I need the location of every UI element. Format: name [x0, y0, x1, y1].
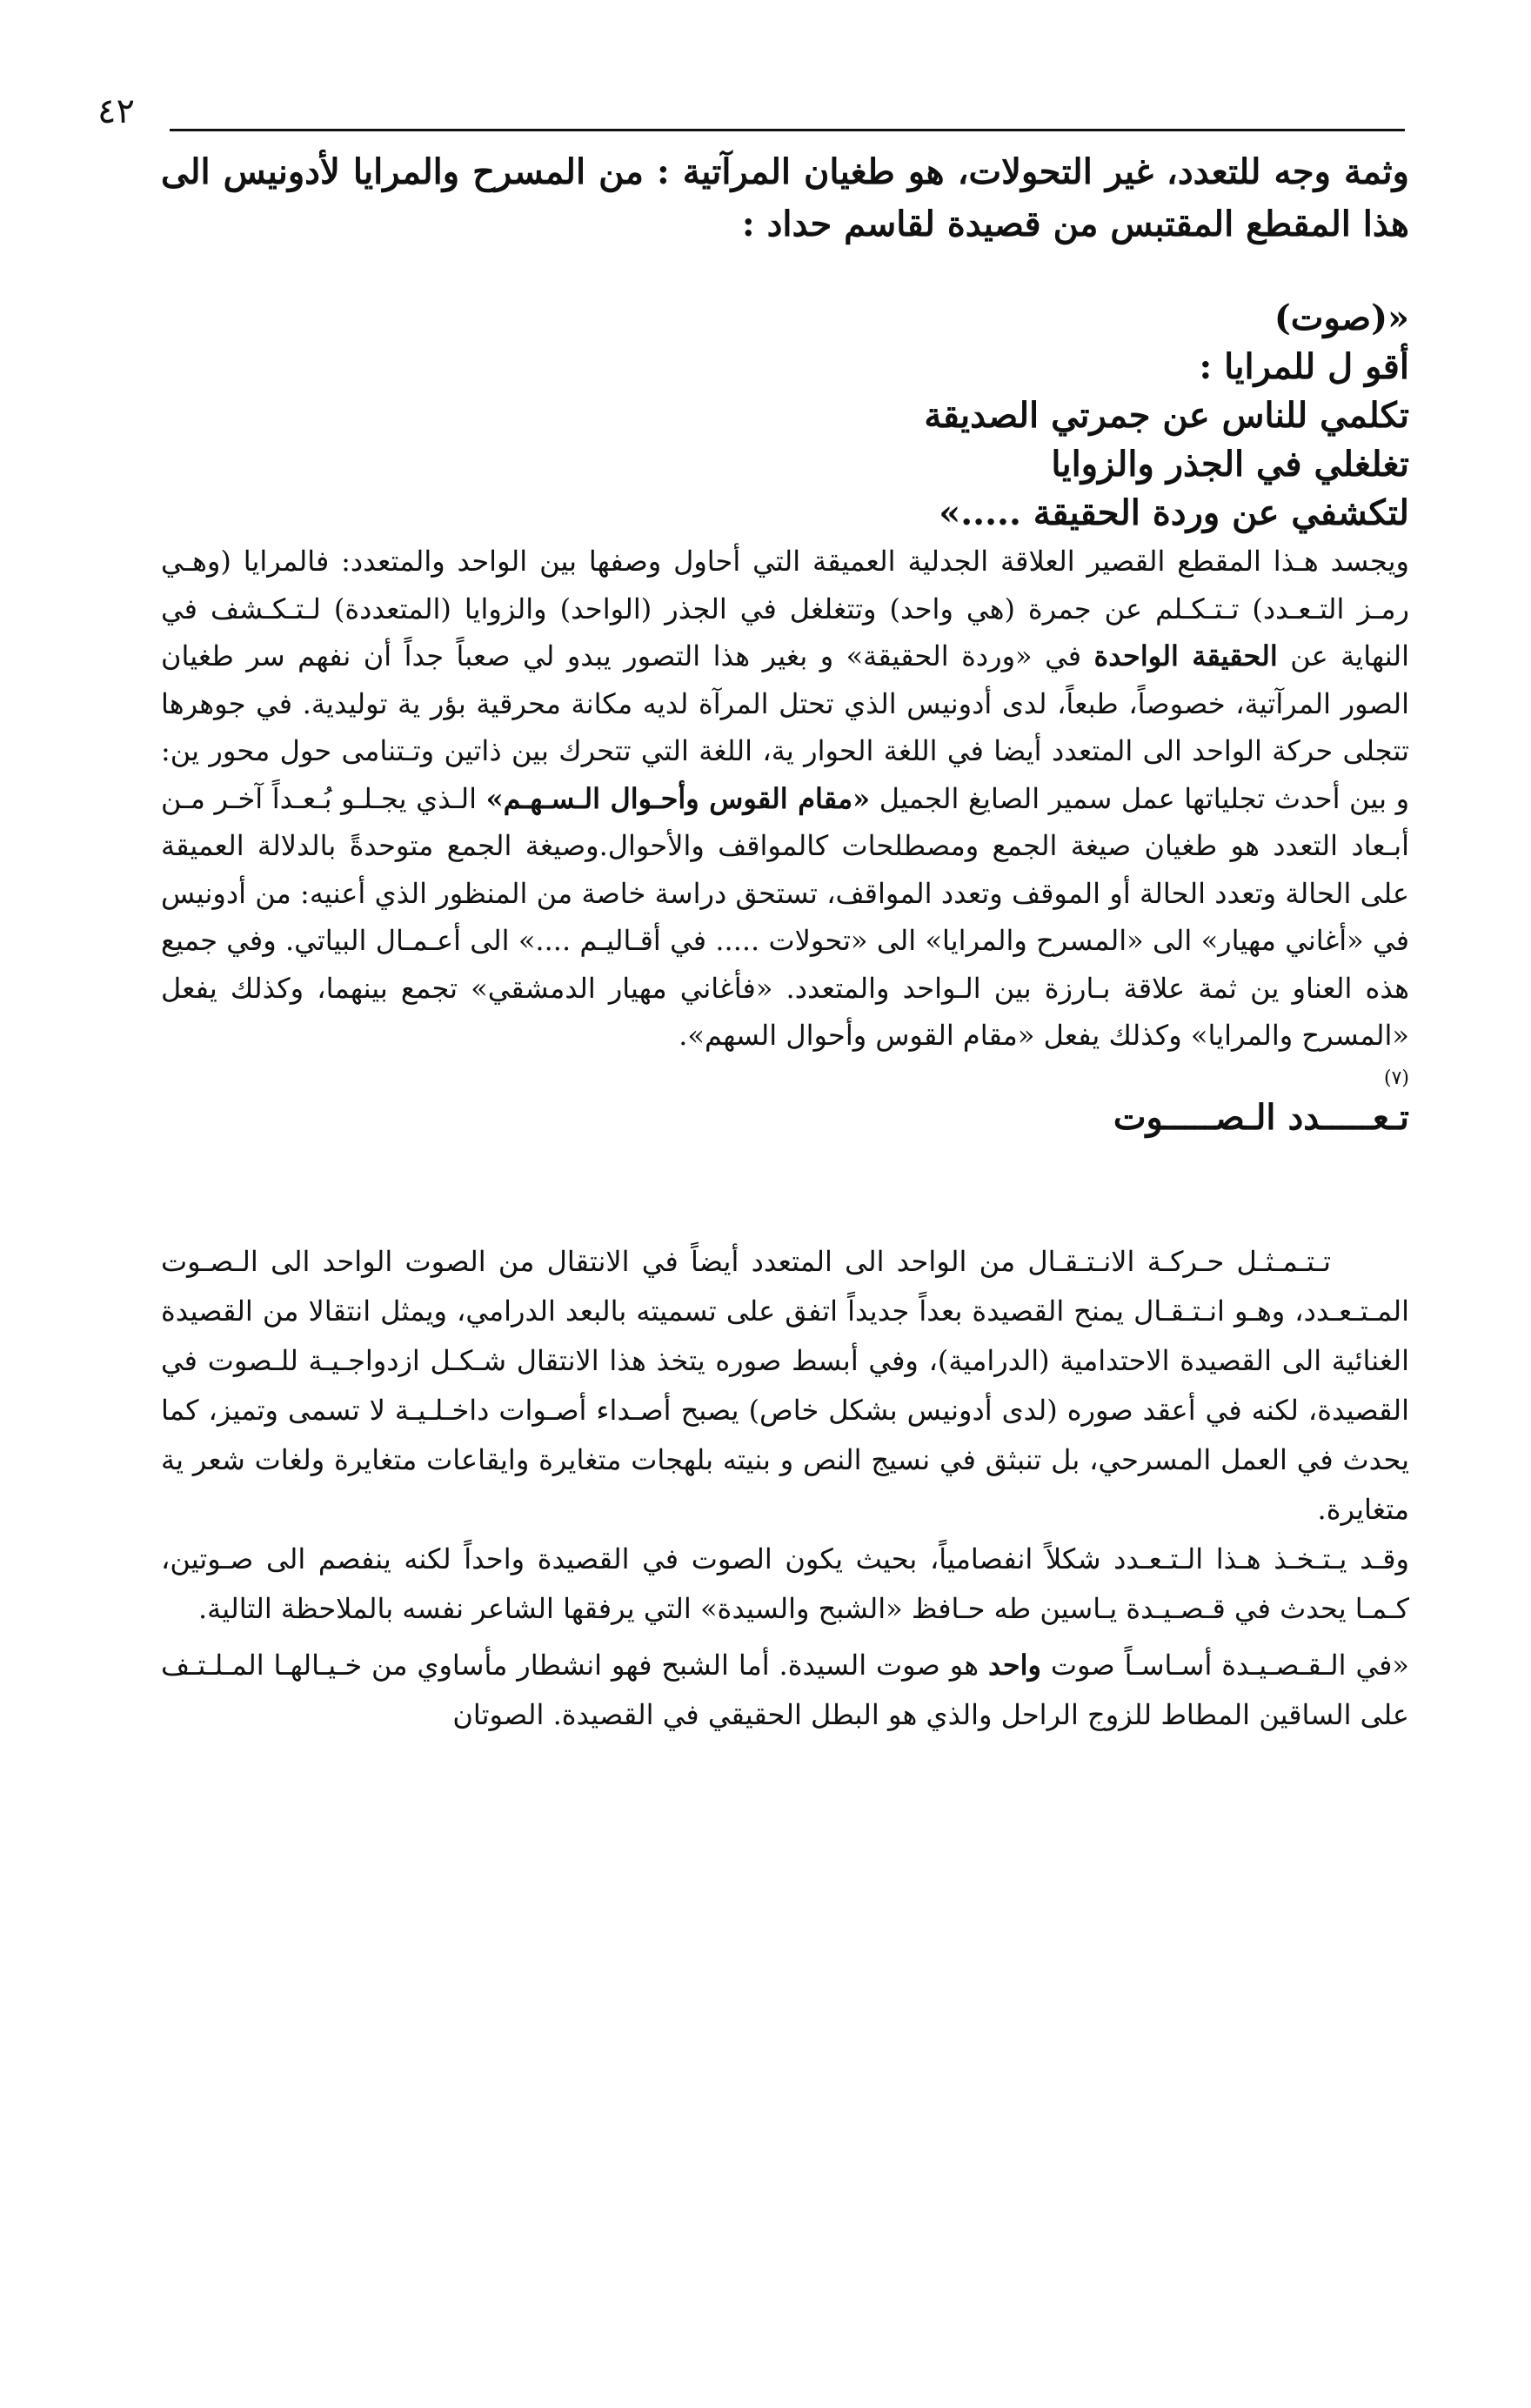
footnote-mark: (٧) [1383, 1067, 1409, 1089]
page-number: ٤٢ [97, 91, 135, 131]
text-run: ويجسد هـذا المقطع القصير العلاقة الجدلية العميقة التي أحاول وصفها بين الواحد والمتعدد: فالمرايا (وهـي رمـز التـعـدد) تـتـكـلم عن جمرة (هي واحد) وتتغلغل في الجذر (الواحد) والزوايا (المتعددة) لـتـكـشف في النهاية عن [161, 545, 1410, 672]
poem-line: أقو ل للمرايا : [1199, 346, 1409, 387]
analysis-section [161, 538, 1409, 1060]
poem-line: تكلمي للناس عن جمرتي الصديقة [924, 395, 1409, 436]
text-run: الـذي يجـلـو بُـعـداً آخـر مـن أبـعاد التعدد هو طغيان صيغة الجمع ومصطلحات كالمواقف والأحوال.وصيغة الجمع متوحدةً بالدلالة العميقة على الحالة وتعدد الحالة أو الموقف وتعدد المواقف، تستحق دراسة خاصة من المنظور الذي أعنيه: من أدونيس في «أغاني مهيار» الى «المسرح والمرايا» الى «تحولات ..... في أقـاليـم ....» الى أعـمـال البياتي. وفي جميع هذه العناو ين ثمة علاقة بـارزة بين الـواحد والمتعدد. «فأغاني مهيار الدمشقي» تجمع بينهما، وكذلك يفعل «المسرح والمرايا» وكذلك يفعل «مقام القوس وأحوال السهم». [161, 781, 1410, 1052]
poem-block [161, 294, 1409, 538]
voice-section [161, 1237, 1409, 1740]
section-heading: تـعـــــدد الـصـــــوت [1113, 1096, 1409, 1138]
poem-line: تغلغلي في الجذر والزوايا [1051, 444, 1409, 485]
text-run: في «وردة الحقيقة» و بغير هذا التصور يبدو لي صعباً جداً أن نفهم سر طغيان الصور المرآتية، خصوصاً، طبعاً، لدى أدونيس الذي تحتل المرآة لديه مكانة محرقية بؤر ية توليدية. في جوهرها تتجلى حركة الواحد الى المتعدد أيضا في اللغة الحوار ية، اللغة التي تتحرك بين ذاتين وتـتنامى حول محور ين: و بين أحدث تجلياتها عمل سمير الصايغ الجميل [161, 639, 1410, 815]
body-paragraph: وقـد يـتـخـذ هـذا الـتـعـدد شكلاً انفصامياً، بحيث يكون الصوت في القصيدة واحداً لكنه ينفصم الى صـوتين، كـمـا يحدث في قـصـيـدة يـاسين طه حـافظ «الشبح والسيدة» التي يرفقها الشاعر نفسه بالملاحظة التالية. [161, 1542, 1409, 1625]
bold-title: «مقام القوس وأحـوال الـسـهـم» [485, 781, 871, 815]
page-content [161, 146, 1409, 1740]
intro-paragraph: وثمة وجه للتعدد، غير التحولات، هو طغيان المرآتية : من المسرح والمرايا لأدونيس الى هذا المقطع المقتبس من قصيدة لقاسم حداد : [161, 151, 1409, 244]
analysis-paragraph [161, 538, 1409, 1060]
bold-word: واحد [988, 1648, 1041, 1682]
poem-line: «(صوت) [1274, 298, 1409, 338]
text-run: «في الـقـصـيـدة أسـاسـاً صوت [1040, 1648, 1410, 1682]
body-paragraph: تـتـمـثـل حـركـة الانـتـقـال من الواحد الى المتعدد أيضاً في الانتقال من الصوت الواحد الى الـصـوت المـتـعـدد، وهـو انـتـقـال يمنح القصيدة بعداً جديداً اتفق على تسميته بالبعد الدرامي، ويمثل انتقالا من القصيدة الغنائية الى القصيدة الاحتدامية (الدرامية)، وفي أبسط صوره يتخذ هذا الانتقال شـكـل ازدواجـيـة للـصوت في القصيدة، لكنه في أعقد صوره (لدى أدونيس بشكل خاص) يصبح أصـداء أصـوات داخـلـيـة لا تسمى وتميز، كما يحدث في العمل المسرحي، بل تنبثق في نسيج النص و بنيته بلهجات متغايرة وايقاعات متغايرة ولغات شعر ية متغايرة. [161, 1244, 1409, 1526]
bold-phrase: الحقيقة الواحدة [1093, 639, 1278, 672]
poem-line: لتكشفي عن وردة الحقيقة .....» [939, 492, 1409, 533]
header-rule [170, 129, 1405, 131]
quote-paragraph [161, 1641, 1409, 1740]
text-run: هو صوت السيدة. أما الشبح فهو انشطار مأساوي من خـيـالهـا المـلـتـف على الساقين المطاط للزوج الراحل والذي هو البطل الحقيقي في القصيدة. الصوتان [161, 1648, 1409, 1731]
